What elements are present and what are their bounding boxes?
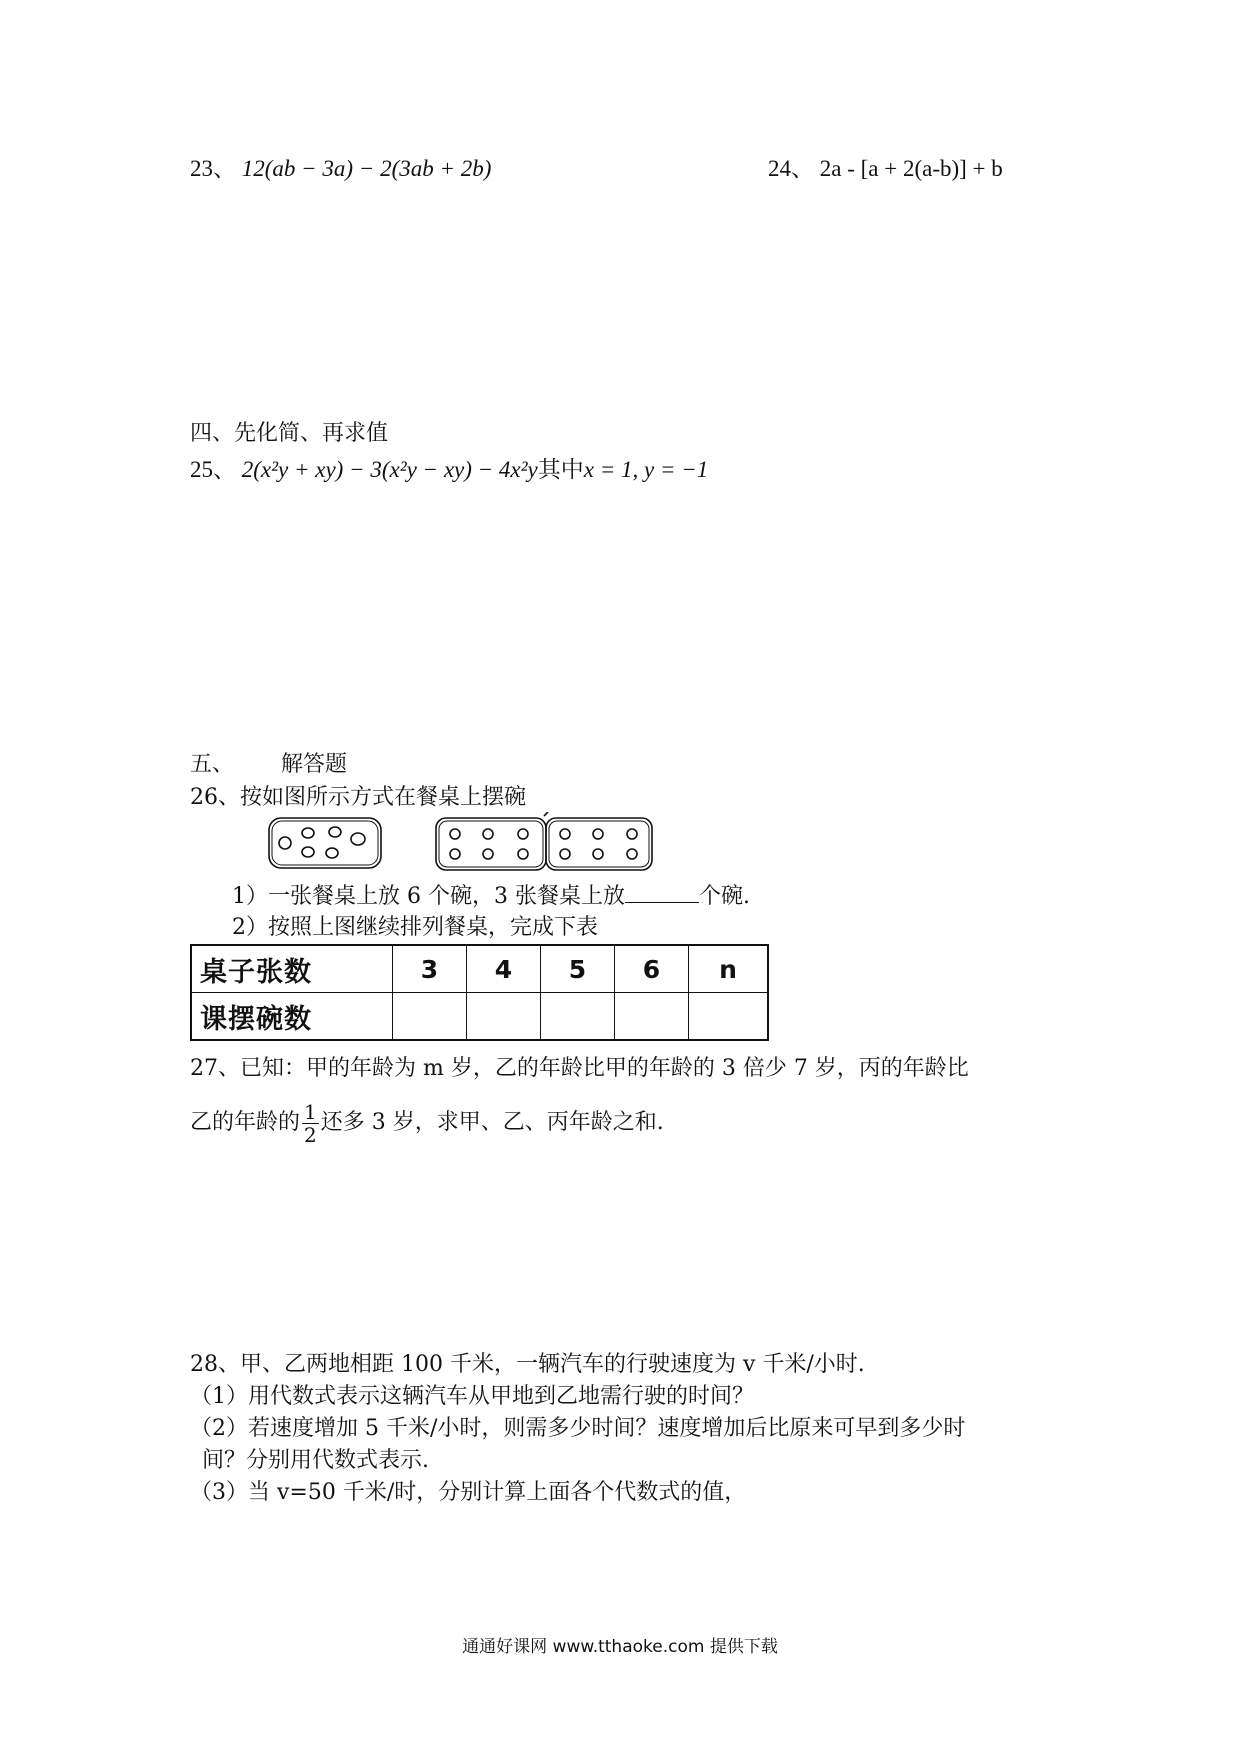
question-27-text-after: 还多 3 岁，求甲、乙、丙年龄之和. — [320, 1110, 664, 1135]
question-25-expression: 2(x²y + xy) − 3(x²y − xy) − 4x²y — [241, 457, 538, 482]
table-label-tables: 桌子张数 — [191, 945, 393, 993]
section-5-title — [190, 750, 347, 780]
question-27-text-before: 乙的年龄的 — [190, 1110, 301, 1135]
table-row-bowls — [191, 993, 768, 1041]
question-27-line-2 — [190, 1098, 664, 1148]
two-tables-figure — [436, 812, 652, 870]
question-25-number: 25、 — [190, 457, 236, 482]
question-23-expression: 12(ab − 3a) − 2(3ab + 2b) — [241, 156, 492, 181]
table-answer-cell[interactable] — [541, 993, 615, 1041]
question-26-part-1-suffix: 个碗. — [698, 884, 750, 909]
answer-blank[interactable] — [625, 884, 699, 903]
question-26 — [190, 783, 526, 813]
fraction-denominator: 2 — [304, 1122, 317, 1147]
table-col-value: 4 — [467, 945, 541, 993]
table-col-value: 5 — [541, 945, 615, 993]
table-row-tables — [191, 945, 768, 993]
table-answer-cell[interactable] — [393, 993, 467, 1041]
section-5-subtitle: 解答题 — [281, 752, 348, 777]
fraction-numerator: 1 — [304, 1099, 317, 1124]
question-28-line-1: 28、甲、乙两地相距 100 千米，一辆汽车的行驶速度为 v 千米/小时. — [190, 1352, 865, 1377]
table-col-value: 6 — [615, 945, 689, 993]
footer-source: 通通好课网 www.tthaoke.com 提供下载 — [462, 1637, 778, 1657]
question-23 — [190, 154, 491, 184]
section-5-number: 五、 — [190, 752, 235, 777]
question-28-part-2-continued: 间？分别用代数式表示. — [202, 1448, 429, 1473]
question-26-part-1 — [232, 882, 750, 912]
question-28-part-3: （3）当 v=50 千米/时，分别计算上面各个代数式的值， — [190, 1480, 747, 1505]
table-bowl-figure — [262, 812, 662, 876]
question-26-text: 按如图所示方式在餐桌上摆碗 — [240, 785, 527, 810]
bowl-count-table — [190, 944, 769, 1041]
question-25-condition-text: 其中 — [537, 457, 584, 483]
table-col-value: 3 — [393, 945, 467, 993]
question-27-line-1: 27、已知：甲的年龄为 m 岁，乙的年龄比甲的年龄的 3 倍少 7 岁，丙的年龄比 — [190, 1056, 969, 1081]
table-label-bowls: 课摆碗数 — [191, 993, 393, 1041]
table-answer-cell[interactable] — [689, 993, 769, 1041]
table-col-value: n — [689, 945, 769, 993]
question-25-condition: x = 1, y = −1 — [583, 457, 709, 482]
table-answer-cell[interactable] — [467, 993, 541, 1041]
question-26-number: 26、 — [190, 785, 240, 810]
question-23-number: 23、 — [190, 156, 236, 181]
table-answer-cell[interactable] — [615, 993, 689, 1041]
question-26-part-2: 2）按照上图继续排列餐桌，完成下表 — [232, 915, 598, 940]
section-4-title: 四、先化简、再求值 — [190, 421, 389, 446]
question-26-part-1-text: 1）一张餐桌上放 6 个碗，3 张餐桌上放 — [232, 884, 625, 909]
question-28-part-1: （1）用代数式表示这辆汽车从甲地到乙地需行驶的时间？ — [190, 1384, 754, 1409]
question-24-expression: 2a - [a + 2(a-b)] + b — [819, 156, 1003, 181]
question-25 — [190, 455, 708, 485]
question-24-number: 24、 — [768, 156, 814, 181]
single-table-figure — [269, 818, 381, 868]
question-24 — [768, 154, 1003, 184]
fraction-one-half — [302, 1101, 319, 1146]
question-28-part-2: （2）若速度增加 5 千米/小时，则需多少时间？速度增加后比原来可早到多少时 — [190, 1416, 966, 1441]
